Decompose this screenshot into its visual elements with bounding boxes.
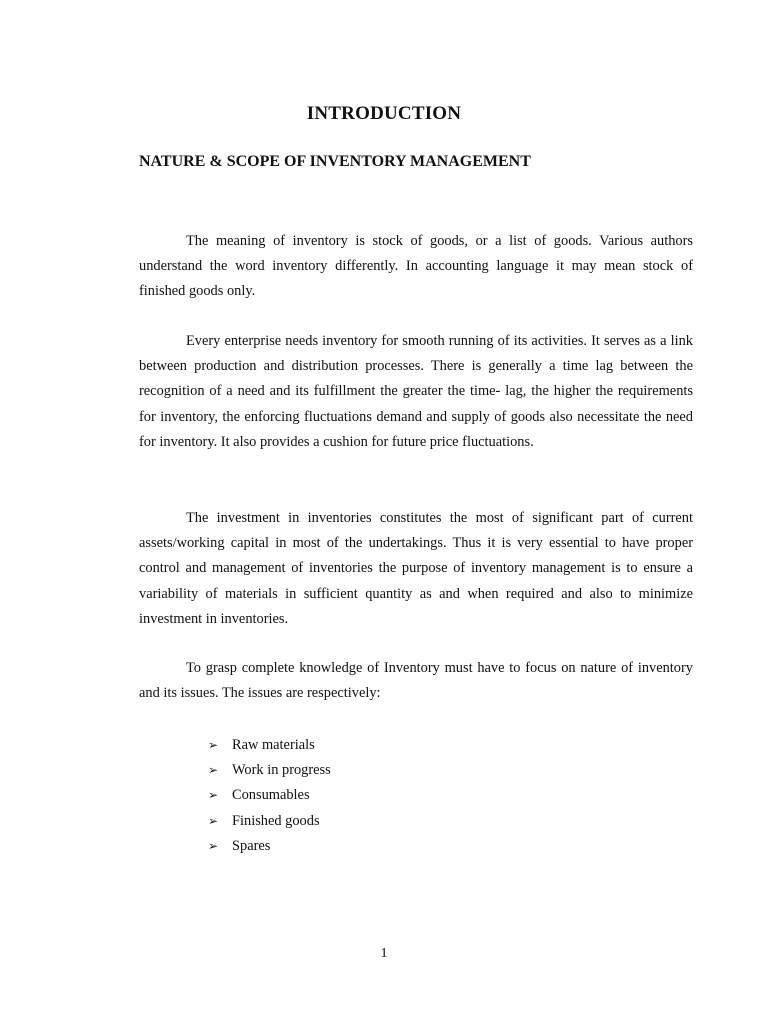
- paragraph-meaning-of-inventory: The meaning of inventory is stock of goods, or a list of goods. Various authors understand the word inventory differently. In accounting language it may mean stock of finished goods only.: [139, 233, 693, 300]
- list-item: [208, 733, 331, 758]
- inventory-issues-list: [208, 733, 331, 859]
- list-item-label: Finished goods: [232, 812, 320, 829]
- arrowhead-bullet-icon: ➢: [208, 838, 219, 853]
- paragraph-need-for-inventory: Every enterprise needs inventory for smooth running of its activities. It serves as a link between production and distribution processes. There is generally a time lag between the recognition of a need and its fulfillment the greater the time- lag, the higher the requirements for inventory, the enforcing fluctuations demand and supply of goods also necessitate the need for inventory. It also provides a cushion for future price fluctuations.: [139, 333, 693, 450]
- list-item: [208, 809, 331, 834]
- list-item-label: Consumables: [232, 787, 310, 804]
- section-heading: NATURE & SCOPE OF INVENTORY MANAGEMENT: [139, 153, 531, 170]
- list-item-label: Raw materials: [232, 737, 315, 753]
- arrowhead-bullet-icon: ➢: [208, 788, 219, 803]
- arrowhead-bullet-icon: ➢: [208, 738, 219, 752]
- page-number: 1: [380, 946, 388, 961]
- list-item-label: Work in progress: [232, 762, 331, 779]
- paragraph-issues-intro: To grasp complete knowledge of Inventory must have to focus on nature of inventory and its issues. The issues are respectively:: [139, 660, 693, 702]
- paragraph-investment-in-inventories: The investment in inventories constitutes the most of significant part of current assets/working capital in most of the undertakings. Thus it is very essential to have proper control and management of inventories the purpose of inventory management is to ensure a variability of materials in sufficient quantity as and when required and also to minimize investment in inventories.: [139, 510, 693, 627]
- page-title: INTRODUCTION: [306, 103, 462, 124]
- list-item: [208, 758, 331, 783]
- list-item: [208, 834, 331, 859]
- list-item-label: Spares: [232, 837, 271, 854]
- arrowhead-bullet-icon: ➢: [208, 813, 219, 828]
- arrowhead-bullet-icon: ➢: [208, 763, 219, 778]
- list-item: [208, 783, 331, 808]
